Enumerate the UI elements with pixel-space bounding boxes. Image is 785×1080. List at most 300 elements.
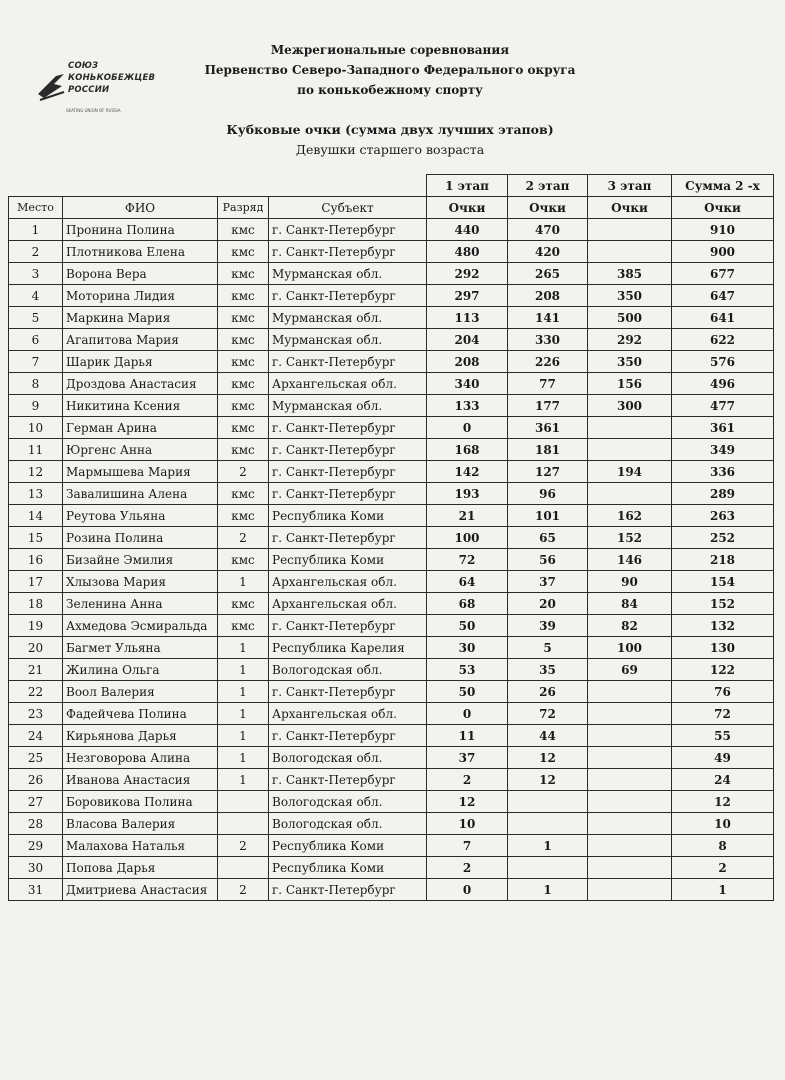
stage-3-cell: 350 [588,351,672,373]
name-cell: Никитина Ксения [63,395,218,417]
name-cell: Дмитриева Анастасия [63,879,218,901]
stage-1-cell: 193 [427,483,508,505]
name-cell: Хлызова Мария [63,571,218,593]
sum-cell: 55 [672,725,774,747]
stage-2-cell: 5 [508,637,588,659]
stage-3-cell: 162 [588,505,672,527]
sum-cell: 10 [672,813,774,835]
sum-cell: 8 [672,835,774,857]
table-row [9,637,774,659]
region-cell: г. Санкт-Петербург [269,527,427,549]
rank-cell: 1 [218,725,269,747]
sum-cell: 349 [672,439,774,461]
rank-cell: кмс [218,505,269,527]
region-cell: г. Санкт-Петербург [269,439,427,461]
stage-1-cell: 7 [427,835,508,857]
stage-2-cell: 181 [508,439,588,461]
stage-2-cell: 226 [508,351,588,373]
stage-1-cell: 292 [427,263,508,285]
stage-3-cell [588,769,672,791]
region-cell: г. Санкт-Петербург [269,285,427,307]
table-row [9,417,774,439]
stage-2-cell [508,813,588,835]
stage-3-cell [588,857,672,879]
document-subtitle [180,120,600,160]
region-cell: Республика Коми [269,857,427,879]
sum-cell: 24 [672,769,774,791]
name-cell: Пронина Полина [63,219,218,241]
header-line-1: Межрегиональные соревнования [270,43,510,57]
rank-cell: кмс [218,241,269,263]
name-cell: Воол Валерия [63,681,218,703]
table-row [9,549,774,571]
stage-3-cell: 152 [588,527,672,549]
table-row [9,681,774,703]
table-row [9,879,774,901]
stage-1-cell: 53 [427,659,508,681]
sum-cell: 361 [672,417,774,439]
table-row [9,725,774,747]
region-cell: г. Санкт-Петербург [269,681,427,703]
table-row [9,219,774,241]
rank-cell: 2 [218,835,269,857]
stage-2-cell: 20 [508,593,588,615]
stage-1-cell: 0 [427,417,508,439]
logo-subtext: SKATING UNION OF RUSSIA [66,108,121,113]
place-cell: 15 [9,527,63,549]
rank-cell: 1 [218,637,269,659]
stage-1-cell: 30 [427,637,508,659]
stage-3-cell [588,483,672,505]
stage-3-cell: 82 [588,615,672,637]
stage-1-cell: 142 [427,461,508,483]
stage-1-cell: 37 [427,747,508,769]
name-header: ФИО [63,197,218,219]
name-cell: Бизайне Эмилия [63,549,218,571]
place-cell: 14 [9,505,63,527]
table-row [9,615,774,637]
rank-cell: кмс [218,593,269,615]
stage-1-cell: 21 [427,505,508,527]
stage-3-cell [588,879,672,901]
stage-2-cell: 77 [508,373,588,395]
name-cell: Боровикова Полина [63,791,218,813]
stage-2-cell: 127 [508,461,588,483]
table-row [9,395,774,417]
region-cell: Мурманская обл. [269,395,427,417]
table-row [9,241,774,263]
header-line-3: по конькобежному спорту [297,83,483,97]
stage-3-cell: 146 [588,549,672,571]
rank-cell: 1 [218,571,269,593]
logo-text: СОЮЗ КОНЬКОБЕЖЦЕВ РОССИИ [68,61,156,95]
rank-cell: кмс [218,615,269,637]
stage-3-cell: 69 [588,659,672,681]
stage-2-cell: 44 [508,725,588,747]
place-cell: 31 [9,879,63,901]
region-cell: г. Санкт-Петербург [269,769,427,791]
rank-cell: кмс [218,351,269,373]
stage-2-cell: 39 [508,615,588,637]
region-cell: Вологодская обл. [269,747,427,769]
stage-2-header: 2 этап [508,175,588,197]
sum-cell: 49 [672,747,774,769]
stage-3-cell: 385 [588,263,672,285]
region-cell: г. Санкт-Петербург [269,725,427,747]
name-cell: Багмет Ульяна [63,637,218,659]
rank-cell: кмс [218,373,269,395]
stage-2-cell: 265 [508,263,588,285]
place-cell: 19 [9,615,63,637]
stage-1-cell: 100 [427,527,508,549]
region-cell: г. Санкт-Петербург [269,351,427,373]
stage-1-cell: 440 [427,219,508,241]
rank-cell: 1 [218,681,269,703]
rank-cell: кмс [218,219,269,241]
stage-1-cell: 11 [427,725,508,747]
name-cell: Иванова Анастасия [63,769,218,791]
table-row [9,527,774,549]
region-cell: Архангельская обл. [269,703,427,725]
place-cell: 16 [9,549,63,571]
name-cell: Ворона Вера [63,263,218,285]
stage-2-cell: 37 [508,571,588,593]
stage-3-cell: 84 [588,593,672,615]
region-cell: Архангельская обл. [269,593,427,615]
stage-3-cell [588,703,672,725]
sum-cell: 289 [672,483,774,505]
table-row [9,505,774,527]
rank-cell: 1 [218,769,269,791]
document-header [180,40,600,100]
name-cell: Розина Полина [63,527,218,549]
stage-3-cell [588,681,672,703]
region-cell: г. Санкт-Петербург [269,461,427,483]
sum-cell: 130 [672,637,774,659]
stage-1-cell: 480 [427,241,508,263]
rank-cell: 2 [218,879,269,901]
stage-1-header: 1 этап [427,175,508,197]
sum-cell: 336 [672,461,774,483]
table-row [9,483,774,505]
rank-header: Разряд [218,197,269,219]
stage-3-cell [588,813,672,835]
name-cell: Завалишина Алена [63,483,218,505]
sum-header: Сумма 2 -х [672,175,774,197]
name-cell: Реутова Ульяна [63,505,218,527]
stage-2-cell: 470 [508,219,588,241]
sum-cell: 154 [672,571,774,593]
stage-2-cell: 35 [508,659,588,681]
stage-2-cell: 208 [508,285,588,307]
table-row [9,659,774,681]
place-cell: 1 [9,219,63,241]
stage-2-cell: 1 [508,879,588,901]
region-cell: Мурманская обл. [269,329,427,351]
table-row [9,307,774,329]
name-cell: Маркина Мария [63,307,218,329]
table-row [9,593,774,615]
rank-cell [218,813,269,835]
name-cell: Плотникова Елена [63,241,218,263]
sum-cell: 218 [672,549,774,571]
stage-1-cell: 2 [427,769,508,791]
region-cell: г. Санкт-Петербург [269,219,427,241]
points-header-3: Очки [588,197,672,219]
rank-cell: кмс [218,549,269,571]
table-row [9,373,774,395]
table-row [9,703,774,725]
sum-cell: 477 [672,395,774,417]
place-cell: 21 [9,659,63,681]
name-cell: Агапитова Мария [63,329,218,351]
place-header: Место [9,197,63,219]
sum-cell: 576 [672,351,774,373]
place-cell: 4 [9,285,63,307]
stage-header-row [9,175,774,197]
stage-3-cell [588,417,672,439]
rank-cell: 2 [218,461,269,483]
sum-cell: 12 [672,791,774,813]
stage-2-cell: 330 [508,329,588,351]
stage-1-cell: 50 [427,681,508,703]
region-cell: г. Санкт-Петербург [269,615,427,637]
name-cell: Кирьянова Дарья [63,725,218,747]
name-cell: Шарик Дарья [63,351,218,373]
sum-cell: 677 [672,263,774,285]
rank-cell: кмс [218,417,269,439]
stage-1-cell: 10 [427,813,508,835]
sum-cell: 641 [672,307,774,329]
name-cell: Дроздова Анастасия [63,373,218,395]
stage-2-cell: 141 [508,307,588,329]
stage-2-cell: 65 [508,527,588,549]
region-cell: Архангельская обл. [269,571,427,593]
place-cell: 28 [9,813,63,835]
sum-cell: 647 [672,285,774,307]
stage-1-cell: 340 [427,373,508,395]
stage-2-cell: 72 [508,703,588,725]
stage-3-cell [588,747,672,769]
region-cell: Архангельская обл. [269,373,427,395]
place-cell: 20 [9,637,63,659]
rank-cell: 1 [218,659,269,681]
stage-2-cell: 361 [508,417,588,439]
name-cell: Незговорова Алина [63,747,218,769]
table-row [9,813,774,835]
federation-logo [34,58,174,128]
table-row [9,835,774,857]
stage-2-cell: 12 [508,747,588,769]
place-cell: 2 [9,241,63,263]
region-cell: г. Санкт-Петербург [269,417,427,439]
name-cell: Моторина Лидия [63,285,218,307]
stage-1-cell: 113 [427,307,508,329]
place-cell: 17 [9,571,63,593]
name-cell: Юргенс Анна [63,439,218,461]
place-cell: 3 [9,263,63,285]
stage-3-cell [588,725,672,747]
stage-3-cell [588,219,672,241]
table-row [9,439,774,461]
rank-cell: кмс [218,483,269,505]
results-table [8,174,774,901]
table-row [9,857,774,879]
stage-3-cell: 292 [588,329,672,351]
place-cell: 22 [9,681,63,703]
table-row [9,461,774,483]
place-cell: 29 [9,835,63,857]
sum-cell: 2 [672,857,774,879]
region-cell: Республика Карелия [269,637,427,659]
stage-2-cell: 420 [508,241,588,263]
region-cell: Республика Коми [269,835,427,857]
region-cell: Вологодская обл. [269,659,427,681]
place-cell: 30 [9,857,63,879]
table-row [9,791,774,813]
place-cell: 18 [9,593,63,615]
sum-cell: 1 [672,879,774,901]
rank-cell [218,857,269,879]
place-cell: 9 [9,395,63,417]
stage-3-header: 3 этап [588,175,672,197]
stage-2-cell: 177 [508,395,588,417]
region-cell: г. Санкт-Петербург [269,483,427,505]
rank-cell: 1 [218,703,269,725]
place-cell: 7 [9,351,63,373]
sum-cell: 132 [672,615,774,637]
stage-2-cell [508,791,588,813]
name-cell: Малахова Наталья [63,835,218,857]
rank-cell: кмс [218,285,269,307]
place-cell: 23 [9,703,63,725]
stage-1-cell: 12 [427,791,508,813]
stage-3-cell: 100 [588,637,672,659]
region-cell: Вологодская обл. [269,791,427,813]
name-cell: Власова Валерия [63,813,218,835]
place-cell: 24 [9,725,63,747]
sum-cell: 900 [672,241,774,263]
table-row [9,285,774,307]
subtitle-title: Кубковые очки (сумма двух лучших этапов) [226,122,554,137]
points-header-2: Очки [508,197,588,219]
stage-3-cell [588,439,672,461]
stage-3-cell [588,241,672,263]
stage-2-cell: 101 [508,505,588,527]
header-line-2: Первенство Северо-Западного Федерального округа [204,63,576,77]
sum-cell: 263 [672,505,774,527]
stage-3-cell: 90 [588,571,672,593]
points-header-1: Очки [427,197,508,219]
stage-1-cell: 133 [427,395,508,417]
place-cell: 27 [9,791,63,813]
stage-1-cell: 50 [427,615,508,637]
region-cell: г. Санкт-Петербург [269,879,427,901]
region-cell: Мурманская обл. [269,263,427,285]
table-row [9,351,774,373]
region-cell: Мурманская обл. [269,307,427,329]
sum-cell: 910 [672,219,774,241]
rank-cell: кмс [218,329,269,351]
place-cell: 11 [9,439,63,461]
place-cell: 10 [9,417,63,439]
rank-cell: кмс [218,439,269,461]
rank-cell: кмс [218,307,269,329]
stage-2-cell: 26 [508,681,588,703]
region-cell: г. Санкт-Петербург [269,241,427,263]
stage-1-cell: 2 [427,857,508,879]
name-cell: Попова Дарья [63,857,218,879]
sum-cell: 76 [672,681,774,703]
stage-1-cell: 0 [427,879,508,901]
stage-3-cell: 300 [588,395,672,417]
region-cell: Республика Коми [269,505,427,527]
name-cell: Жилина Ольга [63,659,218,681]
points-header-sum: Очки [672,197,774,219]
stage-1-cell: 0 [427,703,508,725]
name-cell: Ахмедова Эсмиральда [63,615,218,637]
sum-cell: 496 [672,373,774,395]
sum-cell: 152 [672,593,774,615]
place-cell: 5 [9,307,63,329]
place-cell: 13 [9,483,63,505]
table-row [9,329,774,351]
region-cell: Республика Коми [269,549,427,571]
stage-3-cell: 500 [588,307,672,329]
stage-2-cell: 12 [508,769,588,791]
rank-cell: кмс [218,395,269,417]
stage-2-cell [508,857,588,879]
stage-1-cell: 168 [427,439,508,461]
place-cell: 26 [9,769,63,791]
name-cell: Мармышева Мария [63,461,218,483]
place-cell: 6 [9,329,63,351]
name-cell: Зеленина Анна [63,593,218,615]
rank-cell: 1 [218,747,269,769]
column-header-row [9,197,774,219]
stage-2-cell: 56 [508,549,588,571]
stage-3-cell [588,835,672,857]
sum-cell: 122 [672,659,774,681]
stage-1-cell: 208 [427,351,508,373]
rank-cell: кмс [218,263,269,285]
subtitle-category: Девушки старшего возраста [295,142,485,157]
region-cell: Вологодская обл. [269,813,427,835]
stage-1-cell: 68 [427,593,508,615]
place-cell: 12 [9,461,63,483]
table-row [9,747,774,769]
sum-cell: 252 [672,527,774,549]
stage-3-cell: 350 [588,285,672,307]
region-header: Субъект [269,197,427,219]
sum-cell: 622 [672,329,774,351]
table-row [9,263,774,285]
stage-2-cell: 1 [508,835,588,857]
stage-2-cell: 96 [508,483,588,505]
stage-1-cell: 297 [427,285,508,307]
stage-1-cell: 64 [427,571,508,593]
name-cell: Фадейчева Полина [63,703,218,725]
stage-3-cell [588,791,672,813]
stage-1-cell: 72 [427,549,508,571]
place-cell: 25 [9,747,63,769]
table-row [9,769,774,791]
stage-3-cell: 156 [588,373,672,395]
stage-1-cell: 204 [427,329,508,351]
name-cell: Герман Арина [63,417,218,439]
rank-cell [218,791,269,813]
stage-3-cell: 194 [588,461,672,483]
